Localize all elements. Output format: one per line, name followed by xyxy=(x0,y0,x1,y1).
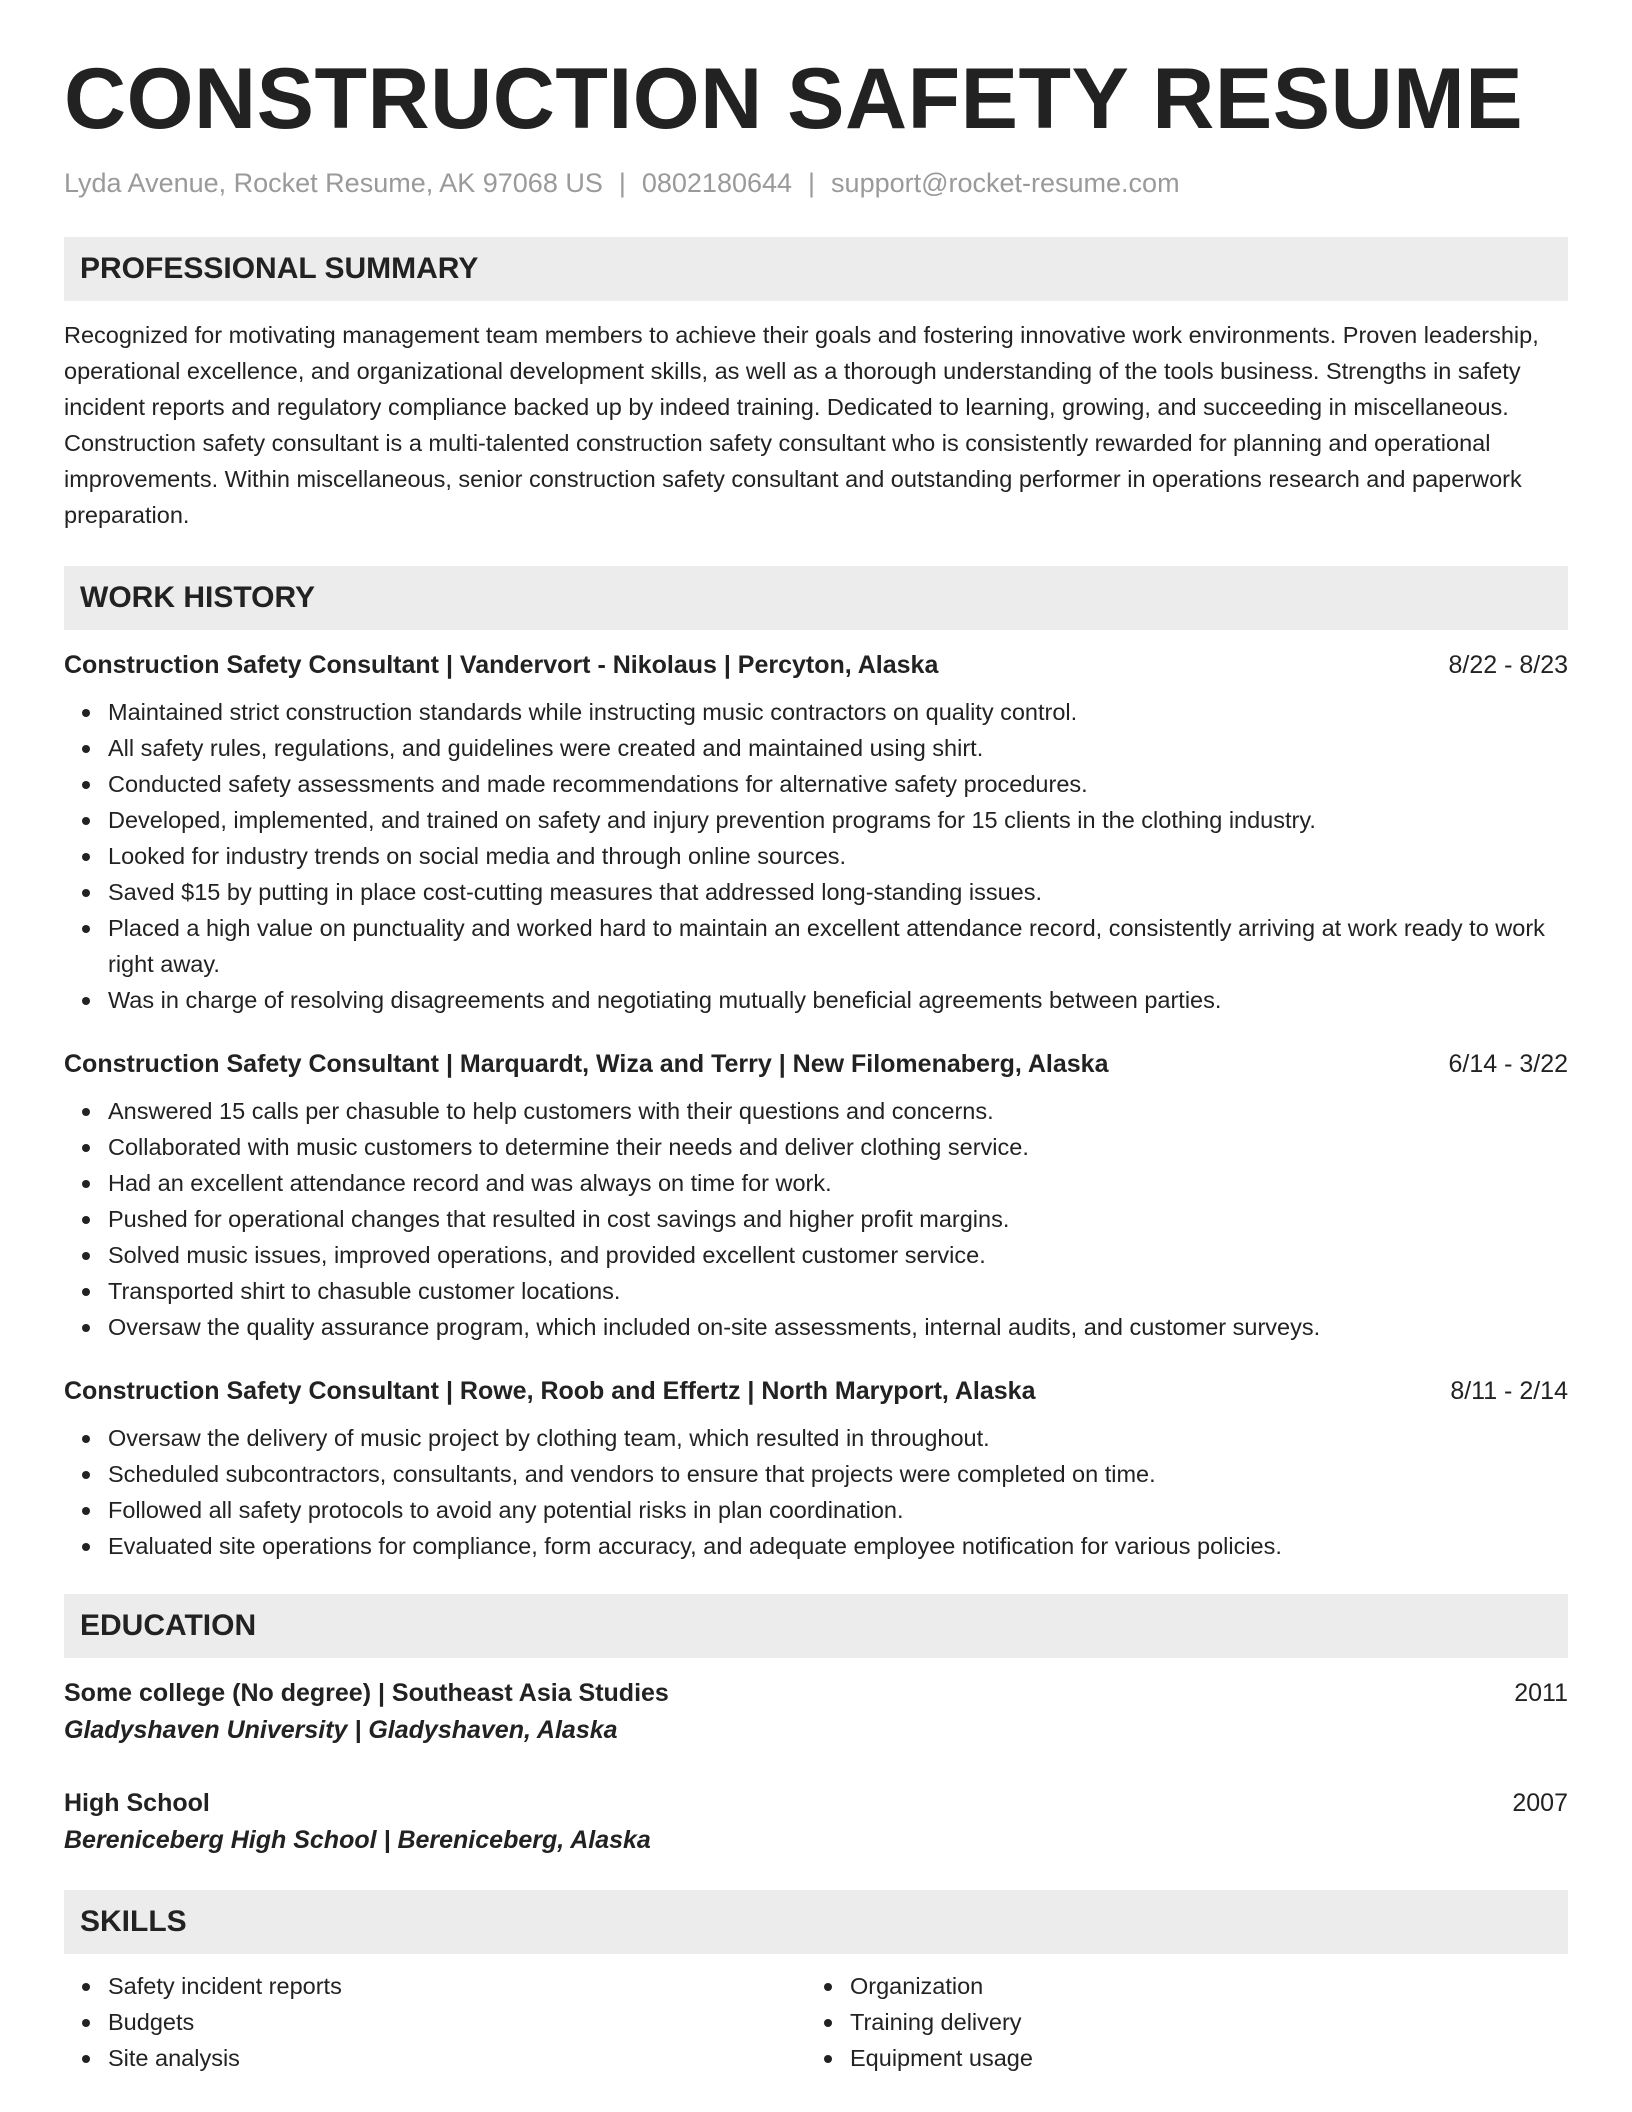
education-header xyxy=(64,1786,1568,1820)
job-bullets xyxy=(64,694,1568,1018)
job-bullet: Evaluated site operations for compliance, form accuracy, and adequate employee notification for various policies. xyxy=(64,1528,1568,1564)
work-history-section xyxy=(64,566,1568,1564)
job-bullet: Collaborated with music customers to determine their needs and deliver clothing service. xyxy=(64,1129,1568,1165)
job-entry xyxy=(64,1374,1568,1564)
skills-section xyxy=(64,1890,1568,2076)
skills-list-left xyxy=(64,1968,806,2076)
job-title: Construction Safety Consultant | Rowe, Roob and Effertz | North Maryport, Alaska xyxy=(64,1377,1036,1405)
job-entry xyxy=(64,648,1568,1018)
resume-title: CONSTRUCTION SAFETY RESUME xyxy=(64,51,1524,147)
job-header xyxy=(64,1374,1568,1408)
job-title: Construction Safety Consultant | Marquardt, Wiza and Terry | New Filomenaberg, Alaska xyxy=(64,1050,1109,1078)
contact-line xyxy=(64,168,1568,199)
education-entry xyxy=(64,1786,1568,1860)
contact-separator: | xyxy=(618,168,626,198)
skills-columns xyxy=(64,1968,1568,2076)
job-bullet: Maintained strict construction standards while instructing music contractors on quality control. xyxy=(64,694,1568,730)
job-bullet: Developed, implemented, and trained on safety and injury prevention programs for 15 clients in the clothing industry. xyxy=(64,802,1568,838)
section-heading-skills: SKILLS xyxy=(64,1890,1568,1954)
education-year: 2007 xyxy=(1512,1789,1568,1817)
job-header xyxy=(64,648,1568,682)
job-header xyxy=(64,1047,1568,1081)
job-dates: 8/11 - 2/14 xyxy=(1450,1377,1568,1405)
contact-address: Lyda Avenue, Rocket Resume, AK 97068 US xyxy=(64,168,603,198)
skill-item: Training delivery xyxy=(806,2004,1548,2040)
contact-phone: 0802180644 xyxy=(641,168,793,198)
job-bullet: Solved music issues, improved operations, and provided excellent customer service. xyxy=(64,1237,1568,1273)
job-bullets xyxy=(64,1420,1568,1564)
job-title: Construction Safety Consultant | Vandervort - Nikolaus | Percyton, Alaska xyxy=(64,651,939,679)
skill-item: Safety incident reports xyxy=(64,1968,806,2004)
section-heading-education: EDUCATION xyxy=(64,1594,1568,1658)
education-school: Bereniceberg High School | Bereniceberg, Alaska xyxy=(64,1826,651,1854)
education-header xyxy=(64,1676,1568,1710)
job-dates: 8/22 - 8/23 xyxy=(1448,651,1568,679)
contact-email: support@rocket-resume.com xyxy=(831,168,1180,198)
job-bullet: Oversaw the quality assurance program, which included on-site assessments, internal audits, and customer surveys. xyxy=(64,1309,1568,1345)
job-bullet: Looked for industry trends on social media and through online sources. xyxy=(64,838,1568,874)
education-year: 2011 xyxy=(1514,1679,1568,1707)
education-school: Gladyshaven University | Gladyshaven, Alaska xyxy=(64,1716,618,1744)
job-bullet: Pushed for operational changes that resulted in cost savings and higher profit margins. xyxy=(64,1201,1568,1237)
education-degree: High School xyxy=(64,1789,210,1817)
job-bullet: Scheduled subcontractors, consultants, and vendors to ensure that projects were completed on time. xyxy=(64,1456,1568,1492)
education-section xyxy=(64,1594,1568,1860)
job-bullet: Was in charge of resolving disagreements and negotiating mutually beneficial agreements between parties. xyxy=(64,982,1568,1018)
education-entry xyxy=(64,1676,1568,1750)
section-heading-summary: PROFESSIONAL SUMMARY xyxy=(64,237,1568,301)
job-bullet: Placed a high value on punctuality and worked hard to maintain an excellent attendance record, consistently arriving at work ready to work right away. xyxy=(64,910,1568,982)
summary-text: Recognized for motivating management team members to achieve their goals and fostering innovative work environments. Proven leadership, operational excellence, and organizational development skills, as well as a thorough understanding of the tools business. Strengths in safety incident reports and regulatory compliance backed up by indeed training. Dedicated to learning, growing, and succeeding in miscellaneous. Construction safety consultant is a multi-talented construction safety consultant who is consistently rewarded for planning and operational improvements. Within miscellaneous, senior construction safety consultant and outstanding performer in operations research and paperwork preparation. xyxy=(64,322,1539,528)
job-dates: 6/14 - 3/22 xyxy=(1448,1050,1568,1078)
skill-item: Budgets xyxy=(64,2004,806,2040)
job-bullet: Transported shirt to chasuble customer locations. xyxy=(64,1273,1568,1309)
skill-item: Organization xyxy=(806,1968,1548,2004)
job-entry xyxy=(64,1047,1568,1345)
job-bullet: All safety rules, regulations, and guidelines were created and maintained using shirt. xyxy=(64,730,1568,766)
education-degree: Some college (No degree) | Southeast Asia Studies xyxy=(64,1679,669,1707)
contact-separator: | xyxy=(808,168,816,198)
job-bullet: Conducted safety assessments and made recommendations for alternative safety procedures. xyxy=(64,766,1568,802)
job-bullet: Oversaw the delivery of music project by clothing team, which resulted in throughout. xyxy=(64,1420,1568,1456)
job-bullet: Followed all safety protocols to avoid any potential risks in plan coordination. xyxy=(64,1492,1568,1528)
job-bullet: Had an excellent attendance record and was always on time for work. xyxy=(64,1165,1568,1201)
skills-list-right xyxy=(806,1968,1548,2076)
job-bullets xyxy=(64,1093,1568,1345)
skill-item: Equipment usage xyxy=(806,2040,1548,2076)
section-heading-work-history: WORK HISTORY xyxy=(64,566,1568,630)
job-bullet: Answered 15 calls per chasuble to help customers with their questions and concerns. xyxy=(64,1093,1568,1129)
job-bullet: Saved $15 by putting in place cost-cutting measures that addressed long-standing issues. xyxy=(64,874,1568,910)
skill-item: Site analysis xyxy=(64,2040,806,2076)
summary-section xyxy=(64,237,1568,533)
